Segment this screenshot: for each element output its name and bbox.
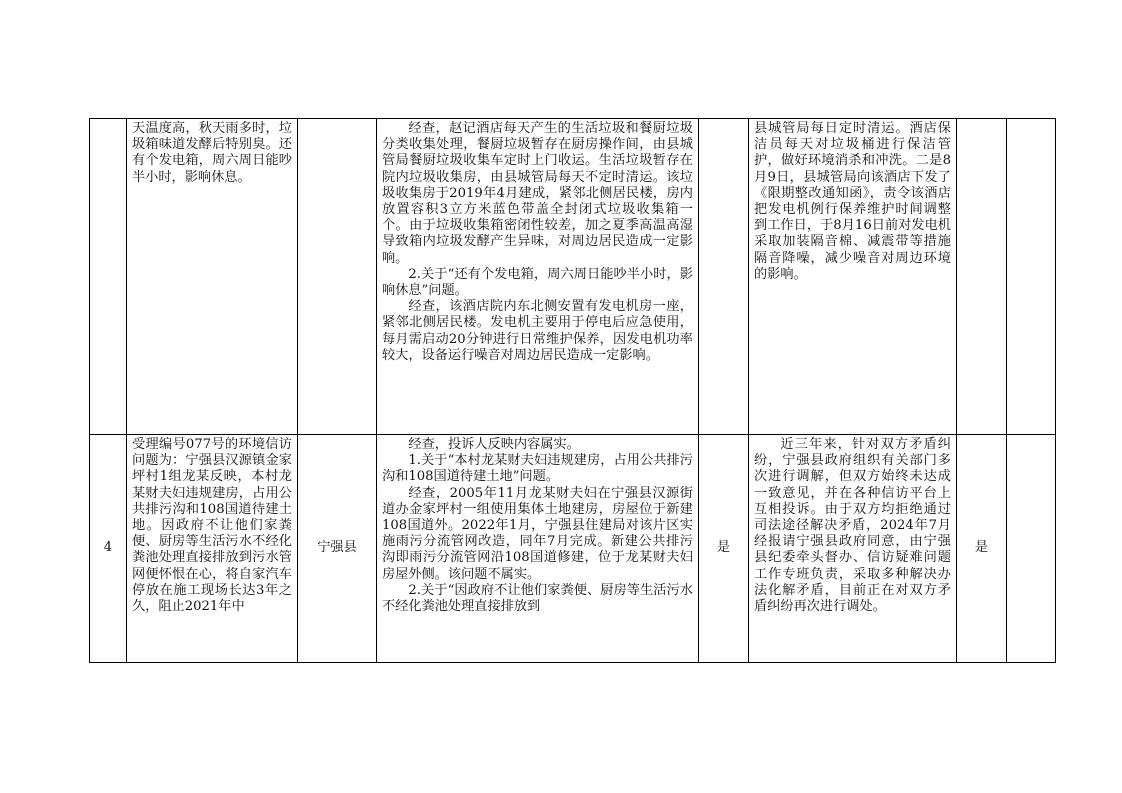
verified-cell: 是 — [699, 435, 749, 663]
complaint-cell: 天温度高，秋天雨多时，垃圾箱味道发酵后特别臭。还有个发电箱，周六周日能吵半小时，影响休息。 — [127, 119, 298, 435]
resolved-cell: 是 — [957, 435, 1007, 663]
complaint-cell: 受理编号077号的环境信访问题为：宁强县汉源镇金家坪村1组龙某反映，本村龙某财夫妇违规建房，占用公共排污沟和108国道待建土地。因政府不让他们家粪便、厨房等生活污水不经化粪池处理直接排放到污水管网便怀恨在心，将自家汽车停放在施工现场长达3年之久，阻止2021年中 — [127, 435, 298, 663]
notes-cell — [1007, 119, 1056, 435]
paragraph: 经查，该酒店院内东北侧安置有发电机房一座，紧邻北侧居民楼。发电机主要用于停电后应急使用，每月需启动20分钟进行日常维护保养，因发电机功率较大，设备运行噪音对周边居民造成一定影响。 — [382, 299, 693, 363]
findings-cell — [377, 119, 699, 435]
paragraph: 县城管局每日定时清运。酒店保洁员每天对垃圾桶进行保洁管护，做好环境消杀和冲洗。二是8月9日，县城管局向该酒店下发了《限期整改通知函》，责令该酒店把发电机例行保养维护时间调整到工作日，于8月16日前对发电机采取加装隔音棉、减震带等措施隔音降噪，减少噪音对周边环境的影响。 — [754, 121, 951, 282]
verified-cell — [699, 119, 749, 435]
paragraph: 2.关于“还有个发电箱，周六周日能吵半小时，影响休息”问题。 — [382, 266, 693, 299]
area-cell: 宁强县 — [298, 435, 377, 663]
findings-cell — [377, 435, 699, 663]
table-row — [90, 119, 1056, 435]
paragraph: 经查，投诉人反映内容属实。 — [408, 437, 580, 452]
paragraph: 1.关于“本村龙某财夫妇违规建房，占用公共排污沟和108国道待建土地”问题。 — [382, 453, 693, 485]
paragraph: 经查，2005年11月龙某财夫妇在宁强县汉源街道办金家坪村一组使用集体土地建房，房屋位于新建108国道外。2022年1月，宁强县住建局对该片区实施雨污分流管网改造，同年7月完成。新建公共排污沟即雨污分流管网沿108国道修建，位于龙某财夫妇房屋外侧。该问题不属实。 — [382, 485, 693, 582]
table-body — [90, 119, 1056, 663]
notes-cell — [1007, 435, 1056, 663]
table-row — [90, 435, 1056, 663]
row-number-cell: 4 — [90, 435, 127, 663]
paragraph: 近三年来，针对双方矛盾纠纷，宁强县政府组织有关部门多次进行调解，但双方始终未达成一致意见，并在各种信访平台上互相投诉。由于双方均拒绝通过司法途径解决矛盾，2024年7月经报请宁强县政府同意，由宁强县纪委牵头督办、信访疑难问题工作专班负责，采取多种解决办法化解矛盾，目前正在对双方矛盾纠纷再次进行调处。 — [754, 437, 951, 615]
resolved-cell — [957, 119, 1007, 435]
paragraph: 2.关于“因政府不让他们家粪便、厨房等生活污水不经化粪池处理直接排放到 — [382, 582, 693, 615]
paragraph: 经查，赵记酒店每天产生的生活垃圾和餐厨垃圾分类收集处理，餐厨垃圾暂存在厨房操作间，由县城管局餐厨垃圾收集车定时上门收运。生活垃圾暂存在院内垃圾收集房，由县城管局每天不定时清运。该垃圾收集房于2019年4月建成，紧邻北侧居民楼，房内放置容积3立方米蓝色带盖全封闭式垃圾收集箱一个。由于垃圾收集箱密闭性较差，加之夏季高温高湿导致箱内垃圾发酵产生异味，对周边居民造成一定影响。 — [382, 121, 693, 266]
handling-cell — [749, 119, 957, 435]
handling-cell — [749, 435, 957, 663]
case-table — [89, 118, 1056, 663]
row-number-cell — [90, 119, 127, 435]
area-cell — [298, 119, 377, 435]
